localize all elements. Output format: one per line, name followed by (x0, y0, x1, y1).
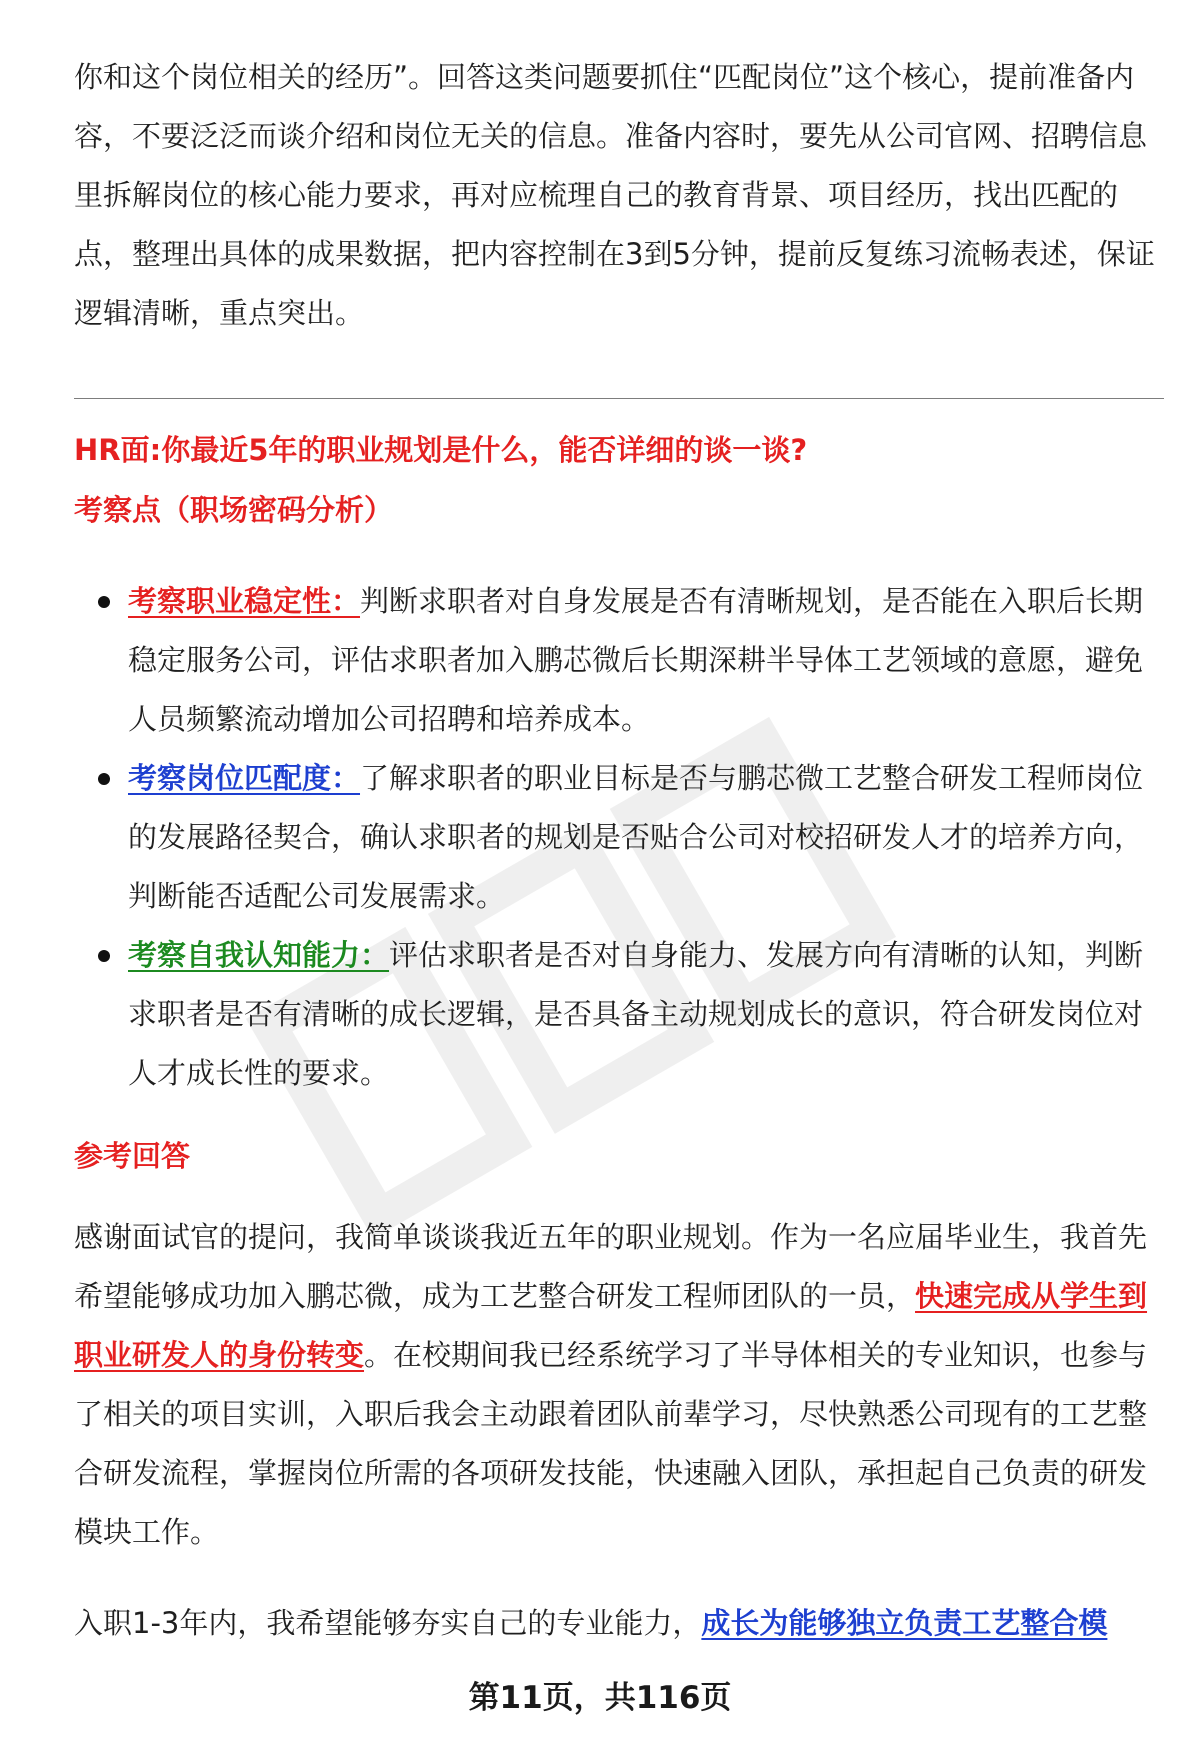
list-item (74, 572, 1164, 749)
bullet-text: 了解求职者的职业目标是否与鹏芯微工艺整合研发工程师岗位的发展路径契合，确认求职者的规划是否贴合公司对校招研发人才的培养方向，判断能否适配公司发展需求。 (128, 761, 1144, 913)
bullet-dot-icon (98, 950, 110, 962)
answer-highlight: 快速完成从学生到职业研发人的身份转变 (74, 1279, 1148, 1372)
page-footer: 第11页，共116页 (468, 1680, 732, 1716)
section-divider (74, 398, 1164, 399)
bullet-keyword: 考察职业稳定性： (128, 584, 361, 618)
answer-paragraph-2 (74, 1594, 1164, 1653)
bullet-text: 判断求职者对自身发展是否有清晰规划，是否能在入职后长期稳定服务公司，评估求职者加入鹏芯微后长期深耕半导体工艺领域的意愿，避免人员频繁流动增加公司招聘和培养成本。 (128, 584, 1144, 736)
list-item (74, 749, 1164, 926)
question-heading: HR面:你最近5年的职业规划是什么，能否详细的谈一谈? (74, 433, 808, 467)
bullet-keyword: 考察岗位匹配度： (128, 761, 361, 795)
answer-text: 。在校期间我已经系统学习了半导体相关的专业知识，也参与了相关的项目实训，入职后我会主动跟着团队前辈学习，尽快熟悉公司现有的工艺整合研发流程，掌握岗位所需的各项研发技能，快速融入团队，承担起自己负责的研发模块工作。 (74, 1338, 1148, 1549)
answer-heading: 参考回答 (74, 1139, 191, 1173)
list-item (74, 926, 1164, 1103)
bullet-keyword: 考察自我认知能力： (128, 938, 390, 972)
answer-paragraph-1 (74, 1208, 1164, 1562)
answer-text: 入职1-3年内，我希望能够夯实自己的专业能力， (74, 1606, 702, 1640)
bullet-dot-icon (98, 773, 110, 785)
answer-text: 感谢面试官的提问，我简单谈谈我近五年的职业规划。作为一名应届毕业生，我首先希望能够成功加入鹏芯微，成为工艺整合研发工程师团队的一员， (74, 1220, 1148, 1313)
analysis-list (74, 572, 1164, 1103)
bullet-text: 评估求职者是否对自身能力、发展方向有清晰的认知，判断求职者是否有清晰的成长逻辑，是否具备主动规划成长的意识，符合研发岗位对人才成长性的要求。 (128, 938, 1144, 1090)
bullet-dot-icon (98, 596, 110, 608)
answer-highlight: 成长为能够独立负责工艺整合模 (701, 1606, 1108, 1640)
intro-paragraph: 你和这个岗位相关的经历”。回答这类问题要抓住“匹配岗位”这个核心，提前准备内容，不要泛泛而谈介绍和岗位无关的信息。准备内容时，要先从公司官网、招聘信息里拆解岗位的核心能力要求，再对应梳理自己的教育背景、项目经历，找出匹配的点，整理出具体的成果数据，把内容控制在3到5分钟，提前反复练习流畅表述，保证逻辑清晰，重点突出。 (74, 60, 1155, 330)
analysis-heading: 考察点（职场密码分析） (74, 493, 394, 527)
